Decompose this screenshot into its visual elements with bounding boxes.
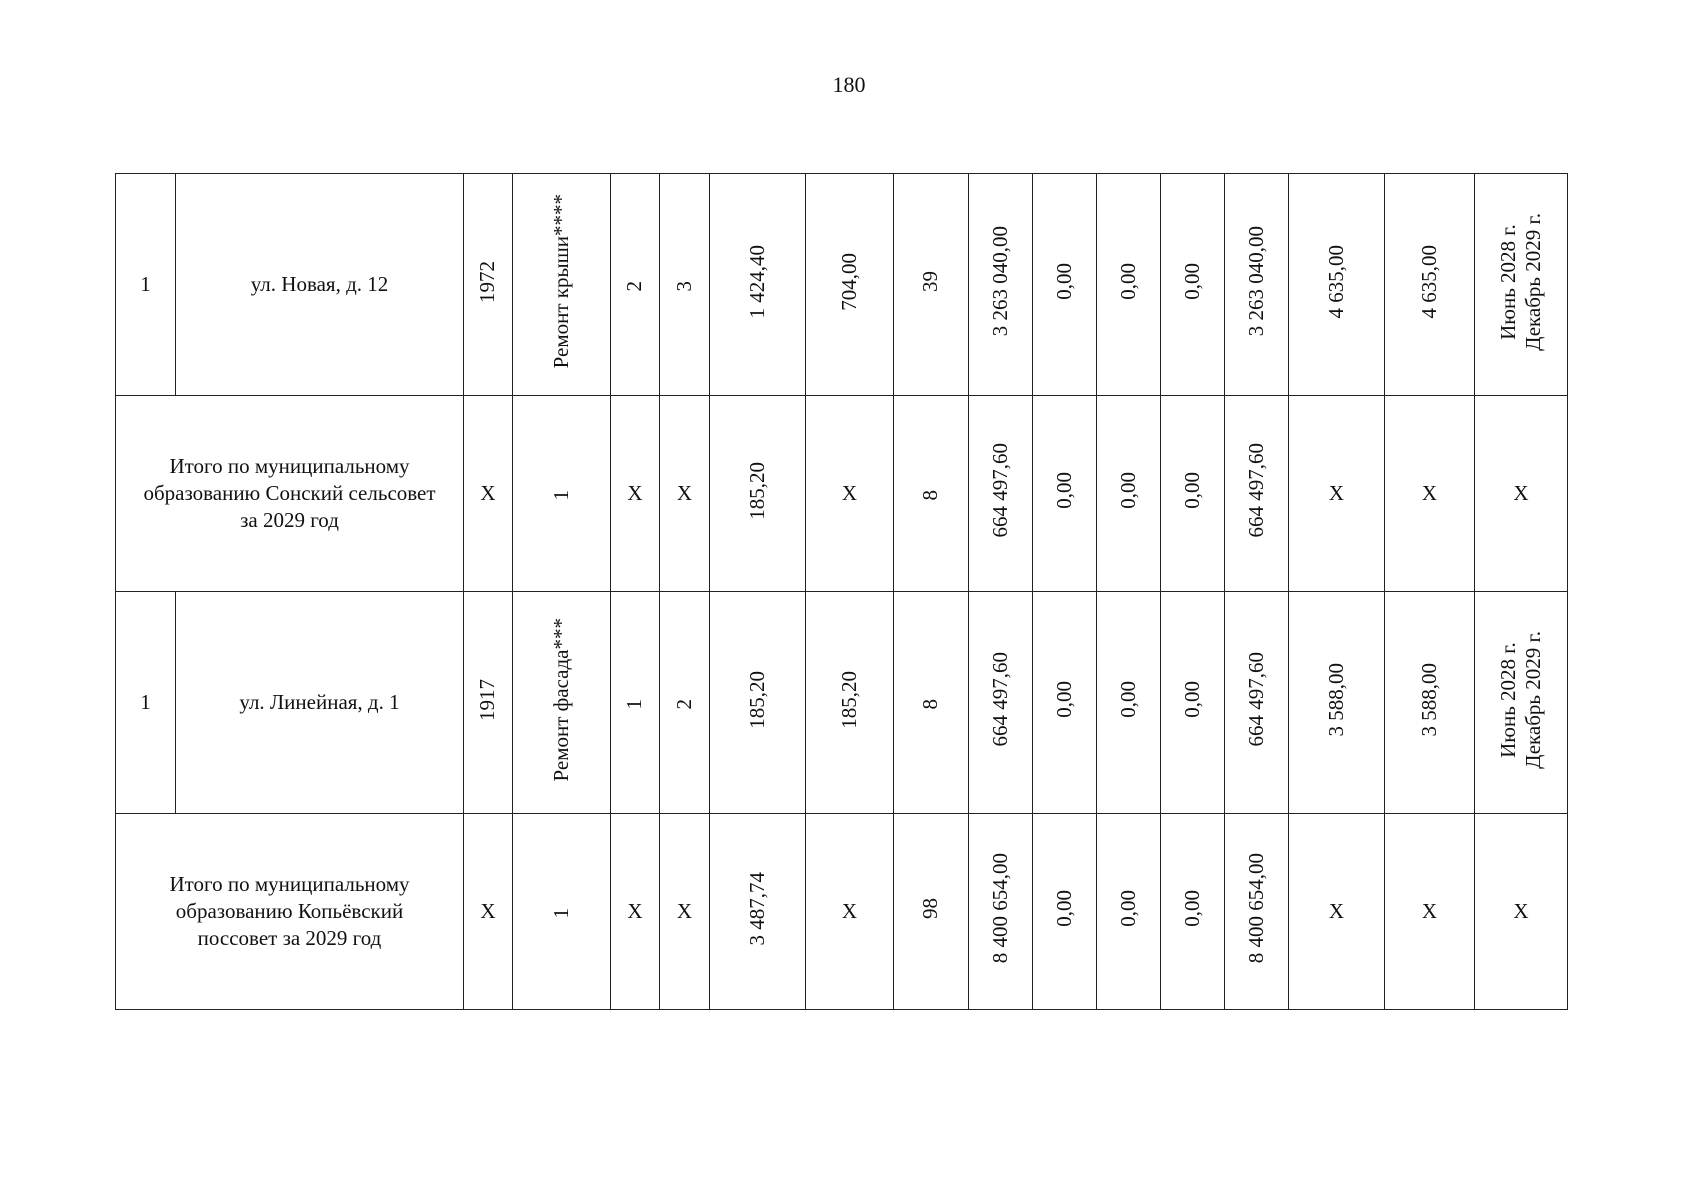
year-cell: X (464, 814, 513, 1010)
cell-c13: 3 263 040,00 (1225, 174, 1289, 396)
cell-c11: 0,00 (1097, 592, 1161, 814)
cell-c13: 664 497,60 (1225, 396, 1289, 592)
cell-c8: 39 (894, 174, 969, 396)
cell-c9: 3 263 040,00 (969, 174, 1033, 396)
cell-c6: 185,20 (710, 396, 806, 592)
cell-c10: 0,00 (1033, 814, 1097, 1010)
row-number: 1 (116, 592, 176, 814)
cell-c6: 3 487,74 (710, 814, 806, 1010)
cell-c14: X (1289, 396, 1385, 592)
row-number: 1 (116, 174, 176, 396)
total-row (116, 396, 1568, 592)
cell-c5: X (660, 396, 710, 592)
cell-c5: 3 (660, 174, 710, 396)
cell-c8: 8 (894, 592, 969, 814)
cell-c13: 8 400 654,00 (1225, 814, 1289, 1010)
cell-c9: 8 400 654,00 (969, 814, 1033, 1010)
year-cell: 1917 (464, 592, 513, 814)
cell-c11: 0,00 (1097, 814, 1161, 1010)
period-cell: Июнь 2028 г. Декабрь 2029 г. (1475, 174, 1568, 396)
cell-c7: X (806, 396, 894, 592)
cell-c8: 8 (894, 396, 969, 592)
cell-c14: X (1289, 814, 1385, 1010)
cell-c7: X (806, 814, 894, 1010)
cell-c5: 2 (660, 592, 710, 814)
cell-c15: 4 635,00 (1385, 174, 1475, 396)
cell-c9: 664 497,60 (969, 592, 1033, 814)
cell-c7: 185,20 (806, 592, 894, 814)
year-cell: 1972 (464, 174, 513, 396)
total-row (116, 814, 1568, 1010)
cell-c4: X (611, 814, 660, 1010)
cell-c15: X (1385, 396, 1475, 592)
period-cell: Июнь 2028 г. Декабрь 2029 г. (1475, 592, 1568, 814)
cell-c11: 0,00 (1097, 174, 1161, 396)
cell-c12: 0,00 (1161, 814, 1225, 1010)
work-type-cell: Ремонт фасада*** (513, 592, 611, 814)
work-type-cell: Ремонт крыши**** (513, 174, 611, 396)
cell-c4: X (611, 396, 660, 592)
cell-c14: 4 635,00 (1289, 174, 1385, 396)
cell-c15: X (1385, 814, 1475, 1010)
year-cell: X (464, 396, 513, 592)
cell-c12: 0,00 (1161, 174, 1225, 396)
cell-c5: X (660, 814, 710, 1010)
total-label-cell: Итого по муниципальному образованию Копьёвский поссовет за 2029 год (116, 814, 464, 1010)
cell-c4: 1 (611, 592, 660, 814)
cell-c16: X (1475, 396, 1568, 592)
cell-c14: 3 588,00 (1289, 592, 1385, 814)
cell-c9: 664 497,60 (969, 396, 1033, 592)
cell-c12: 0,00 (1161, 396, 1225, 592)
page-number: 180 (832, 72, 866, 97)
cell-c12: 0,00 (1161, 592, 1225, 814)
table-row (116, 174, 1568, 396)
address-cell: ул. Линейная, д. 1 (176, 592, 464, 814)
repair-program-table (115, 173, 1568, 1010)
work-type-cell: 1 (513, 814, 611, 1010)
address-cell: ул. Новая, д. 12 (176, 174, 464, 396)
cell-c10: 0,00 (1033, 396, 1097, 592)
cell-c11: 0,00 (1097, 396, 1161, 592)
cell-c4: 2 (611, 174, 660, 396)
cell-c6: 185,20 (710, 592, 806, 814)
cell-c7: 704,00 (806, 174, 894, 396)
cell-c16: X (1475, 814, 1568, 1010)
table-row (116, 592, 1568, 814)
cell-c6: 1 424,40 (710, 174, 806, 396)
cell-c10: 0,00 (1033, 174, 1097, 396)
cell-c13: 664 497,60 (1225, 592, 1289, 814)
cell-c10: 0,00 (1033, 592, 1097, 814)
total-label-cell: Итого по муниципальному образованию Сонский сельсовет за 2029 год (116, 396, 464, 592)
cell-c8: 98 (894, 814, 969, 1010)
cell-c15: 3 588,00 (1385, 592, 1475, 814)
work-type-cell: 1 (513, 396, 611, 592)
